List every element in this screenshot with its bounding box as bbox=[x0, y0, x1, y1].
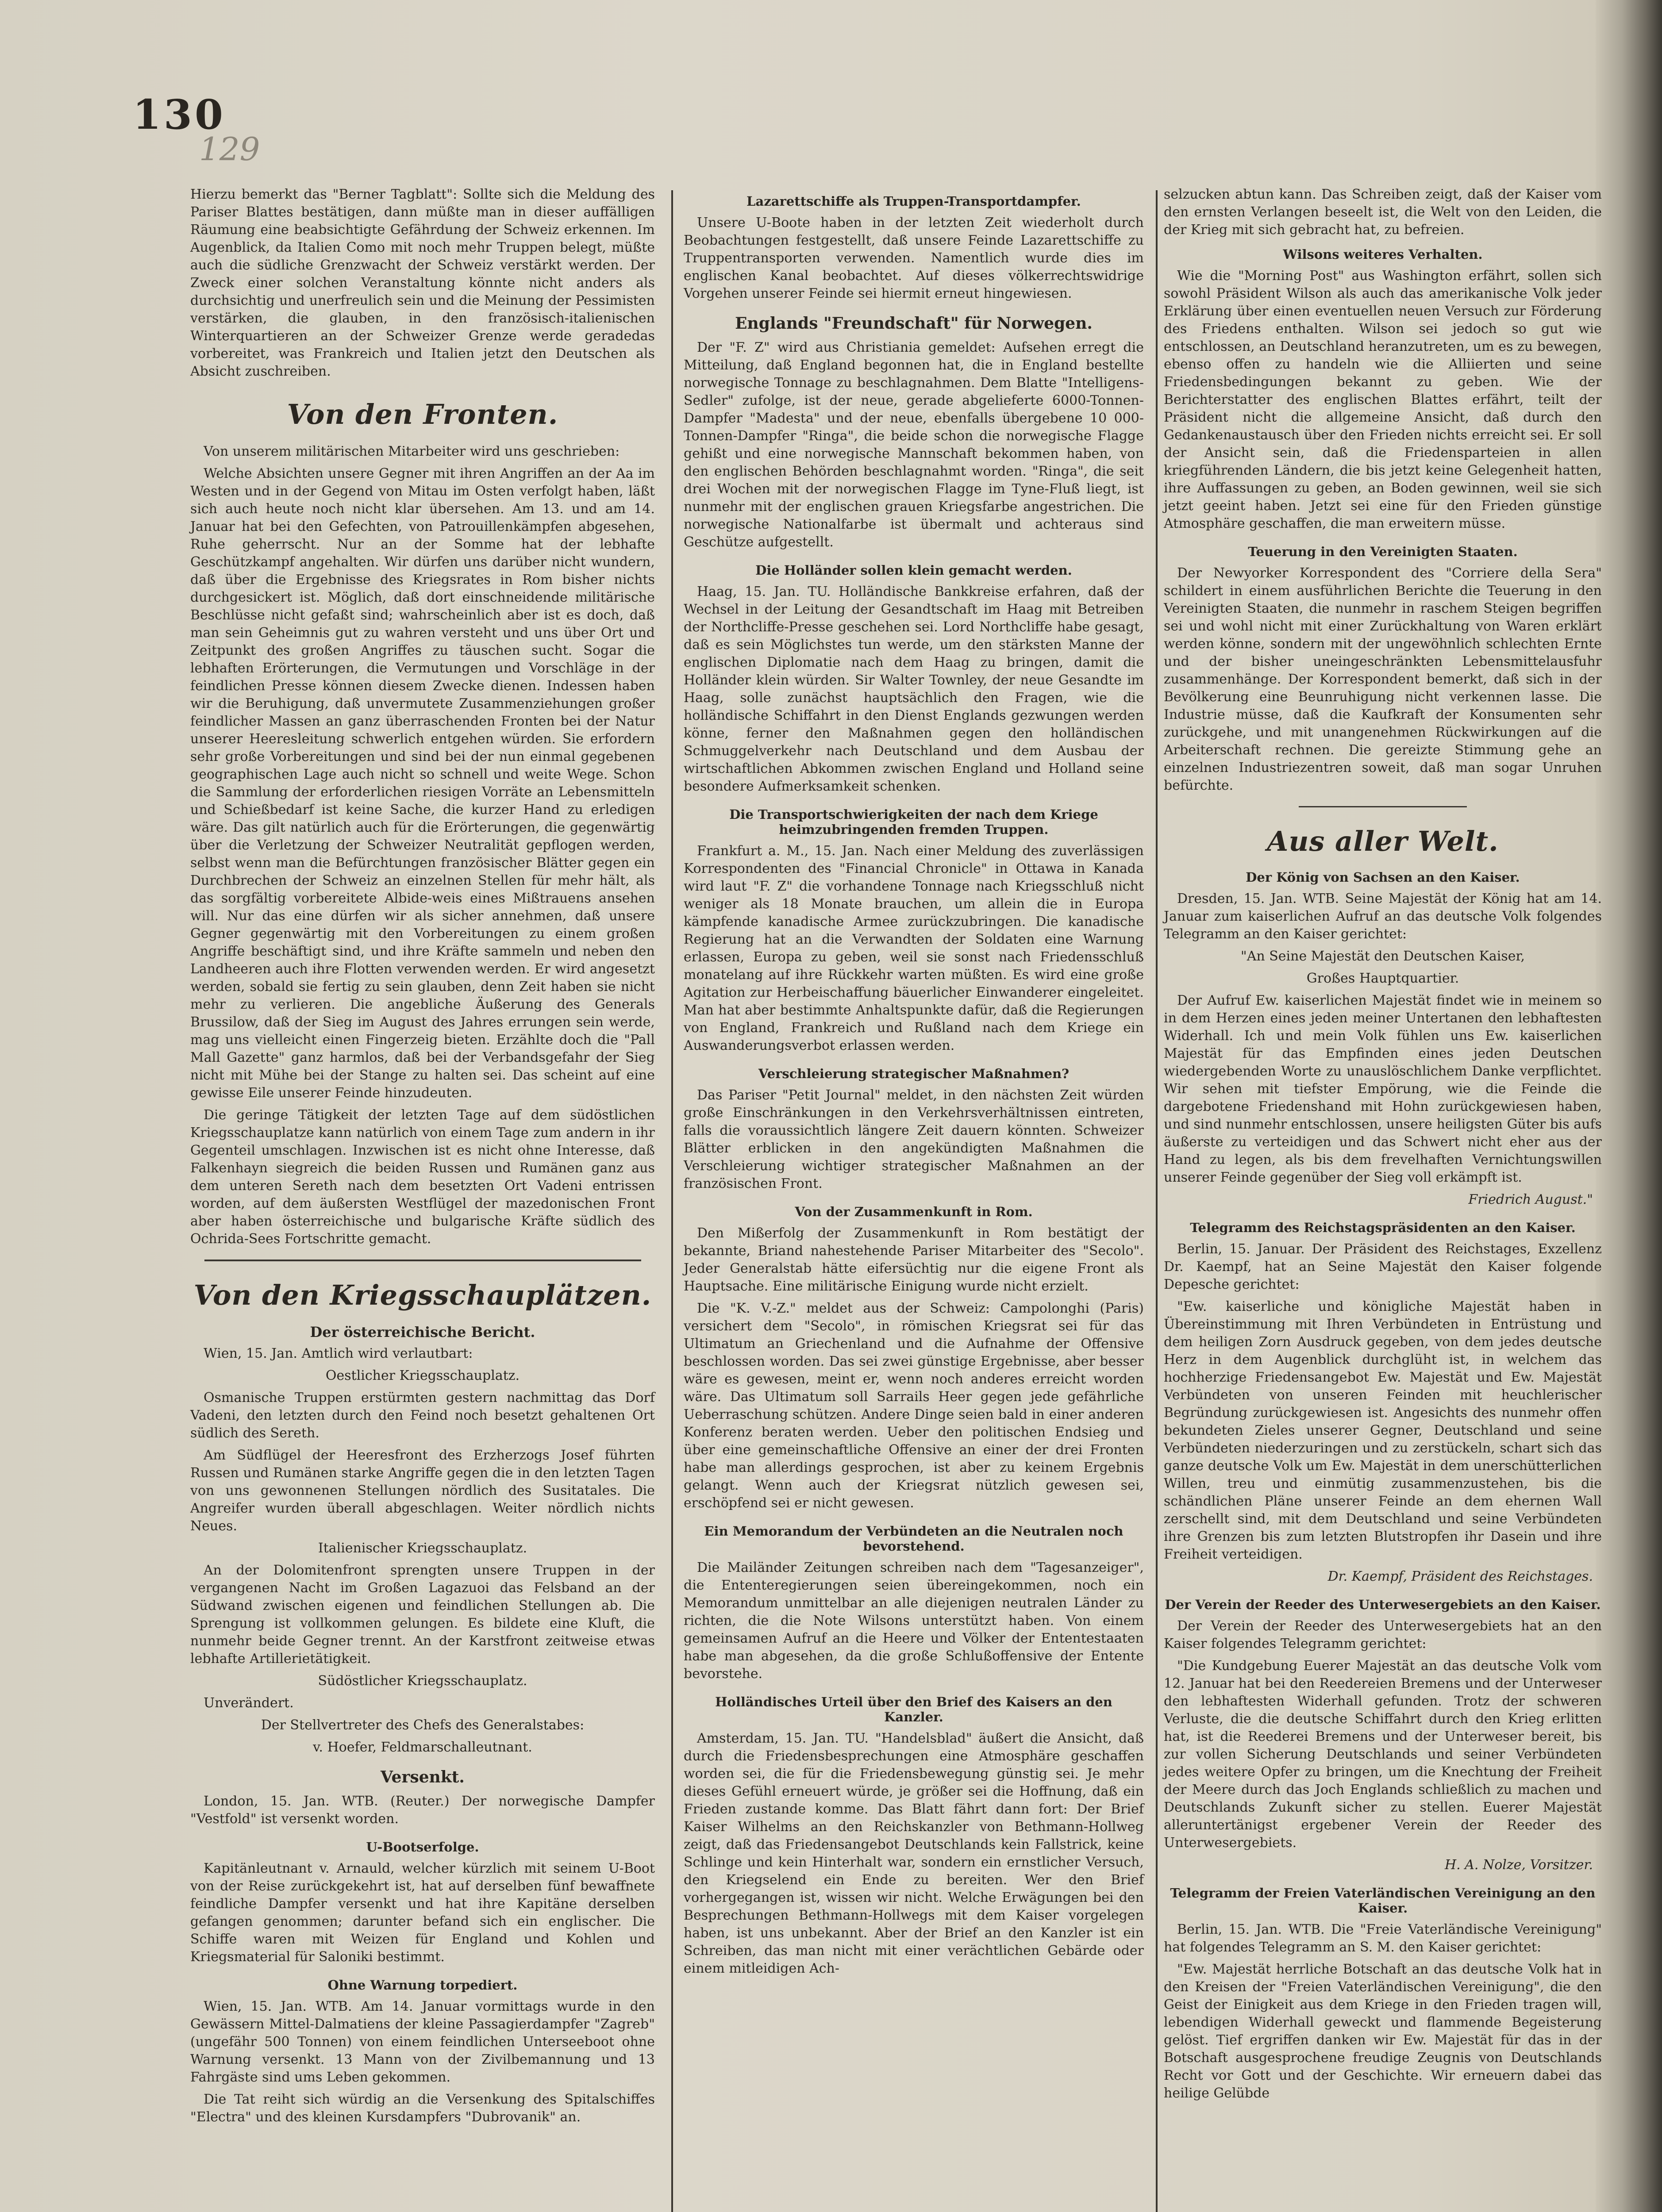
article-reichstag bbox=[1164, 1220, 1602, 1586]
article-uboot bbox=[190, 1839, 655, 1966]
article-torpediert bbox=[190, 1978, 655, 2126]
section-head: Italienischer Kriegsschauplatz. bbox=[318, 1540, 527, 1556]
page-number: 130 bbox=[133, 91, 226, 138]
section-head: Südöstlicher Kriegsschauplatz. bbox=[318, 1673, 527, 1689]
paragraph: Amsterdam, 15. Jan. TU. "Handelsblad" äußert die Ansicht, daß durch die Friedensbesprechungen eine Atmosphäre geschaffen worden sei, die für die Friedensbewegung günstig sei. Je mehr dieses Gefühl erneuert würde, je größer sei die Hoffnung, daß ein Frieden zustande komme. Das Blatt fährt dann fort: Der Brief Kaiser Wilhelms an den Reichskanzler von Bethmann-Hollweg zeigt, daß das Friedensangebot Deutschlands kein Fallstrick, keine Schlinge und kein Hinterhalt war, sondern ein ernstlicher Versuch, den Kriegselend ein Ende zu bereiten. Wer den Brief vorhergegangen ist, wissen wir nicht. Welche Erwägungen bei den Besprechungen Bethmann-Hollwegs mit dem Kaiser vorgelegen haben, ist uns unbekannt. Aber der Brief an den Kanzler ist ein Schreiben, das man nicht mit einer verächtlichen Gebärde oder einem mitleidigen Ach- bbox=[684, 1731, 1144, 1976]
paragraph: Der Verein der Reeder des Unterwesergebiets hat an den Kaiser folgendes Telegramm gerichtet: bbox=[1164, 1618, 1602, 1651]
paragraph: "Ew. Majestät herrliche Botschaft an das deutsche Volk hat in den Kreisen der "Freien Vaterländischen Vereinigung", die den Geist der Einigkeit aus dem Kriege in den Frieden tragen will, lebendigen Widerhall geweckt und flammende Begeisterung gelöst. Tief ergriffen danken wir Ew. Majestät für das in der Botschaft ausgesprochene freudige Zeugnis von Deutschlands Recht vor Gott und der Geschichte. Wir erneuern dabei das heilige Gelübde bbox=[1164, 1962, 1602, 2101]
paragraph: Frankfurt a. M., 15. Jan. Nach einer Meldung des zuverlässigen Korrespondenten des "Financial Chronicle" in Ottawa in Kanada wird laut "F. Z" die vorhandene Tonnage nach Kriegsschluß nicht weniger als 18 Monate brauchen, um allein die in Europa kämpfende kanadische Armee zurückzubringen. Die kanadische Regierung hat an die Verwandten der Soldaten eine Warnung erlassen, Europa zu geben, weil sie sonst nach Friedensschluß monatelang auf ihre Rückkehr warten müßten. Es wird eine große Agitation zur Herbeischaffung bäuerlicher Einwanderer eingeleitet. Man hat aber bestimmte Anhaltspunkte dafür, daß die Regierungen von England, Frankreich und Rußland nach dem Kriege ein Auswanderungsverbot erlassen werden. bbox=[684, 843, 1144, 1053]
divider bbox=[1299, 806, 1467, 807]
article-kriegsschauplaetze bbox=[190, 1260, 655, 1756]
address-line: "An Seine Majestät den Deutschen Kaiser, bbox=[1240, 949, 1525, 964]
article-reeder bbox=[1164, 1597, 1602, 1874]
article-wilson bbox=[1164, 247, 1602, 533]
article-fronten bbox=[190, 398, 655, 1248]
headline: Von den Fronten. bbox=[287, 398, 558, 430]
headline: Lazarettschiffe als Truppen-Transportdampfer. bbox=[746, 194, 1081, 209]
paragraph: Den Mißerfolg der Zusammenkunft in Rom bestätigt der bekannte, Briand nahestehende Pariser Mitarbeiter des "Secolo". Jeder Generalstab hätte eifersüchtig nur die eigene Front als Hauptsache. Eine militärische Einigung wurde nicht erzielt. bbox=[684, 1225, 1144, 1294]
paragraph: Die Mailänder Zeitungen schreiben nach dem "Tagesanzeiger", die Ententeregierungen seien übereingekommen, noch ein Memorandum unmittelbar an alle diejenigen neutralen Länder zu richten, die die Note Wilsons unterstützt haben. Von einem gemeinsamen Aufruf an die Heere und Völker der Ententestaaten habe man abgesehen, da die große Schlußoffensive der Entente bevorstehe. bbox=[684, 1560, 1144, 1682]
paragraph: "Die Kundgebung Euerer Majestät an das deutsche Volk vom 12. Januar hat bei den Reedereien Bremens und der Unterweser den lebhaftesten Widerhall gefunden. Trotz der schweren Verluste, die die deutsche Schiffahrt durch den Krieg erlitten hat, ist die Reederei Bremens und der Unterweser bereit, bis zur vollen Sicherung Deutschlands und seiner Verbündeten jedes weitere Opfer zu bringen, um die Knechtung der Freiheit der Meere durch das Joch Englands schließlich zu machen und Deutschlands Zukunft sicher zu stellen. Euerer Majestät alleruntertänigst ergebener Verein der Reeder des Unterwesergebiets. bbox=[1164, 1658, 1602, 1851]
lead-paragraph: selzucken abtun kann. Das Schreiben zeigt, daß der Kaiser vom den ernsten Verlangen beseelt ist, die Welt von den Leiden, die der Krieg mit sich gebracht hat, zu befreien. bbox=[1164, 187, 1602, 238]
article-memorandum bbox=[684, 1524, 1144, 1683]
column-rule bbox=[671, 190, 673, 2212]
paragraph: Berlin, 15. Jan. WTB. Die "Freie Vaterländische Vereinigung" hat folgendes Telegramm an S. M. den Kaiser gerichtet: bbox=[1164, 1922, 1602, 1955]
paragraph: Die Tat reiht sich würdig an die Versenkung des Spitalschiffes "Electra" und des kleinen Kursdampfers "Dubrovanik" an. bbox=[190, 2092, 655, 2125]
paragraph: London, 15. Jan. WTB. (Reuter.) Der norwegische Dampfer "Vestfold" ist versenkt worden. bbox=[190, 1793, 655, 1827]
article-vaterland bbox=[1164, 1886, 1602, 2102]
article-versenkt bbox=[190, 1768, 655, 1828]
headline: Aus aller Welt. bbox=[1267, 825, 1499, 857]
column-rule bbox=[1156, 190, 1158, 2212]
signature: Dr. Kaempf, Präsident des Reichstages. bbox=[1327, 1569, 1593, 1584]
dateline: Wien, 15. Jan. Amtlich wird verlautbart: bbox=[204, 1346, 473, 1361]
signature: H. A. Nolze, Vorsitzer. bbox=[1444, 1857, 1593, 1873]
headline: Teuerung in den Vereinigten Staaten. bbox=[1248, 544, 1518, 559]
column-left bbox=[190, 186, 655, 2138]
column-right bbox=[1164, 186, 1602, 2114]
article-rom bbox=[684, 1204, 1144, 1512]
section-head: Oestlicher Kriegsschauplatz. bbox=[325, 1368, 520, 1383]
column-middle bbox=[684, 186, 1144, 1989]
headline: Die Holländer sollen klein gemacht werden. bbox=[755, 563, 1072, 578]
paragraph: Dresden, 15. Jan. WTB. Seine Majestät der König hat am 14. Januar zum kaiserlichen Aufruf an das deutsche Volk folgendes Telegramm an den Kaiser gerichtet: bbox=[1164, 891, 1602, 942]
headline: Versenkt. bbox=[381, 1768, 465, 1786]
article-england bbox=[684, 314, 1144, 551]
headline: Ein Memorandum der Verbündeten an die Neutralen noch bevorstehend. bbox=[704, 1524, 1123, 1554]
paragraph: Die "K. V.-Z." meldet aus der Schweiz: Campolonghi (Paris) versichert dem "Secolo", in römischen Kriegsrat sei für das Ultimatum an Griechenland und die Aufnahme der Offensive beschlossen worden. Das sei zwei günstige Ergebnisse, aber besser wäre es gewesen, meint er, wenn noch anderes erreicht worden wäre. Das Ultimatum soll Sarrails Heer gegen jede gefährliche Ueberraschung schützen. Andere Dinge seien bald in einer anderen Konferenz beraten werden. Ueber den politischen Endsieg und über eine gemeinschaftliche Offensive an einer der drei Fronten habe man allerdings gesprochen, ist aber zu keinem Ergebnis gelangt. Wenn auch der Kriegsrat nützlich gewesen sei, erschöpfend sei er nicht gewesen. bbox=[684, 1301, 1144, 1511]
article-lazarett bbox=[684, 194, 1144, 303]
headline: Verschleierung strategischer Maßnahmen? bbox=[758, 1066, 1070, 1081]
paragraph: Am Südflügel der Heeresfront des Erzherzogs Josef führten Russen und Rumänen starke Angriffe gegen die in den letzten Tagen von uns gewonnenen Stellungen nördlich des Susitatales. Die Angreifer wurden überall abgeschlagen. Weiter nördlich nichts Neues. bbox=[190, 1448, 655, 1534]
paragraph: Welche Absichten unsere Gegner mit ihren Angriffen an der Aa im Westen und in der Gegend von Mitau im Osten verfolgt haben, läßt sich auch heute noch nicht klar übersehen. Am 13. und am 14. Januar hat bei den Gefechten, von Patrouillenkämpfen abgesehen, Ruhe geherrscht. Nur an der Somme hat der lebhafte Geschützkampf angehalten. Wir dürfen uns darüber nicht wundern, daß über die Ergebnisse des Kriegsrates in Rom bisher nichts durchgesickert ist. Möglich, daß dort einschneidende militärische Beschlüsse nicht gefaßt sind; wahrscheinlich aber ist es doch, daß man sein Geheimnis gut zu wahren versteht und uns über Ort und Zeitpunkt des großen Angriffes zu täuschen sucht. Sogar die lebhaften Erörterungen, die Vermutungen und Vorschläge in der feindlichen Presse können diesem Zwecke dienen. Indessen haben wir die Beruhigung, daß unvermutete Zusammenziehungen großer feindlicher Massen an ganz überraschenden Fronten bei der Natur unserer Heeresleitung schwerlich entgehen würden. Sie erfordern sehr große Vorbereitungen und sind bei der nun einmal gegebenen geographischen Lage auch nicht so schnell und weite Wege. Schon die Sammlung der erforderlichen riesigen Vorräte an Lebensmitteln und Schießbedarf ist keine Sache, die kurzer Hand zu erledigen wäre. Das gilt natürlich auch für die Erörterungen, die gegenwärtig über die Verletzung der Schweizer Neutralität gepflogen werden, selbst wenn man die Befürchtungen französischer Blätter gegen ein Durchbrechen der Schweiz an einzelnen Stellen für mehr hält, als das sorgfältig vorbereitete Albide-weis eines Mißtrauens ansehen will. Nur das eine dürfen wir als sicher annehmen, daß unsere Gegner gegenwärtig mit den Vorbereitungen zu einem großen Angriffe beschäftigt sind, und ihre Kräfte sammeln und neben den Landheeren auch ihre Flotten verwenden werden. Er wird angesetzt werden, sobald sie fertig zu sein glauben, denn Zeit haben sie nicht mehr zu verlieren. Die angebliche Äußerung des Generals Brussilow, daß der Sieg im August des Jahres errungen sein werde, mag uns vielleicht einen Fingerzeig bieten. Erzählte doch die "Pall Mall Gazette" ganz harmlos, daß bei der Verbandsgefahr der Sieg nicht mit Mühe bei der Stange zu halten sei. Das scheint auf eine gewisse Eile unserer Feinde hinzudeuten. bbox=[190, 466, 655, 1101]
paragraph: Kapitänleutnant v. Arnauld, welcher kürzlich mit seinem U-Boot von der Reise zurückgekehrt ist, hat auf derselben fünf bewaffnete feindliche Dampfer versenkt und hat ihre Kapitäne derselben gefangen genommen; darunter befand sich ein englischer. Die Schiffe waren mit Weizen für England und Kohlen und Kriegsmaterial für Saloniki bestimmt. bbox=[190, 1861, 655, 1965]
paragraph: Die geringe Tätigkeit der letzten Tage auf dem südöstlichen Kriegsschauplatze kann natürlich von einem Tage zum andern in ihr Gegenteil umschlagen. Inzwischen ist es nicht ohne Interesse, daß Falkenhayn siegreich die beiden Russen und Rumänen ganz aus dem unteren Sereth nach dem besetzten Ort Vadeni entrissen worden, auf dem äußersten Westflügel der mazedonischen Front aber haben österreichische und bulgarische Kräfte südlich des Ochrida-Sees Fortschritte gemacht. bbox=[190, 1107, 655, 1247]
headline: Der Verein der Reeder des Unterwesergebiets an den Kaiser. bbox=[1165, 1597, 1601, 1612]
article-transport bbox=[684, 807, 1144, 1055]
headline: Von den Kriegsschauplätzen. bbox=[193, 1279, 652, 1311]
article-aus-aller-welt bbox=[1164, 806, 1602, 1209]
signature: v. Hoefer, Feldmarschalleutnant. bbox=[313, 1740, 532, 1755]
headline: Englands "Freundschaft" für Norwegen. bbox=[735, 314, 1093, 333]
headline: Von der Zusammenkunft in Rom. bbox=[795, 1204, 1033, 1219]
paragraph: Der "F. Z" wird aus Christiania gemeldet: Aufsehen erregt die Mitteilung, daß England begonnen hat, die in England bestellte norwegische Tonnage zu beschlagnahmen. Dem Blatte "Intelligens-Sedler" zufolge, ist der neue, gerade abgelieferte 6000-Tonnen-Dampfer "Madesta" und der neue, ebenfalls übergebene 10 000-Tonnen-Dampfer "Ringa", die beide schon die norwegische Flagge gehißt und eine norwegische Mannschaft bekommen haben, von den englischen Behörden beschlagnahmt worden. "Ringa", die seit drei Wochen mit der norwegischen Flagge im Tyne-Fluß liegt, ist nunmehr mit der englischen grauen Kriegsfarbe angestrichen. Die norwegische Nationalfarbe ist übermalt und achteraus sind Geschütze aufgestellt. bbox=[684, 340, 1144, 550]
paragraph: Der Aufruf Ew. kaiserlichen Majestät findet wie in meinem so in dem Herzen eines jeden meiner Untertanen den lebhaftesten Widerhall. Ich und mein Volk fühlen uns Ew. kaiserlichen Majestät für das Empfinden eines jeden Deutschen wiedergebenden Worte zu unauslöschlichem Danke verpflichtet. Wir sehen mit tiefster Empörung, wie die Feinde die dargebotene Friedenshand mit Hohn zurückgewiesen haben, und sind nunmehr entschlossen, unsere heiligsten Güter bis aufs äußerste zu verteidigen und das Schwert nicht eher aus der Hand zu legen, als bis dem frevelhaften Vernichtungswillen unserer Feinde gegenüber der Sieg voll erkämpft ist. bbox=[1164, 993, 1602, 1185]
paragraph: Wien, 15. Jan. WTB. Am 14. Januar vormittags wurde in den Gewässern Mittel-Dalmatiens der kleine Passagierdampfer "Zagreb" (ungefähr 500 Tonnen) von einem feindlichen Unterseeboot ohne Warnung versenkt. 13 Mann von der Zivilbemannung und 13 Fahrgäste sind ums Leben gekommen. bbox=[190, 1999, 655, 2085]
article-verschleierung bbox=[684, 1066, 1144, 1193]
paragraph: "Ew. kaiserliche und königliche Majestät haben in Übereinstimmung mit Ihren Verbündeten in Entrüstung und dem heiligen Zorn Ausdruck gegeben, von dem jedes deutsche Herz in dem Augenblick durchglüht ist, in welchem das hochherzige Friedensangebot Ew. Majestät und Ew. Majestät Verbündeten von unseren Feinden mit heuchlerischer Begründung zurückgewiesen ist. Angesichts des nunmehr offen bekundeten Zieles unserer Gegner, Deutschland und seine Verbündeten niederzuringen und zu zerstückeln, schart sich das ganze deutsche Volk um Ew. Majestät in dem unerschütterlichen Willen, treu und einmütig zusammenzustehen, bis die schändlichen Pläne unserer Feinde an dem ehernen Wall zerschellt sind, mit dem Deutschland und seine Verbündeten ihre Grenzen bis zum letzten Blutstropfen ihr Dasein und ihre Freiheit verteidigen. bbox=[1164, 1299, 1602, 1562]
article-hollaender bbox=[684, 563, 1144, 795]
headline: Ohne Warnung torpediert. bbox=[327, 1978, 518, 1993]
signature: Der Stellvertreter des Chefs des Generalstabes: bbox=[261, 1717, 585, 1733]
book-binding-edge bbox=[1596, 0, 1662, 2212]
signature: Friedrich August." bbox=[1468, 1192, 1593, 1207]
divider bbox=[204, 1260, 641, 1261]
headline: Telegramm des Reichstagspräsidenten an den Kaiser. bbox=[1190, 1220, 1576, 1235]
headline: Die Transportschwierigkeiten der nach dem Kriege heimzubringenden fremden Truppen. bbox=[729, 807, 1098, 837]
paragraph: Berlin, 15. Januar. Der Präsident des Reichstages, Exzellenz Dr. Kaempf, hat an Seine Majestät den Kaiser folgende Depesche gerichtet: bbox=[1164, 1241, 1602, 1292]
headline: Holländisches Urteil über den Brief des Kaisers an den Kanzler. bbox=[715, 1694, 1112, 1724]
paragraph: Das Pariser "Petit Journal" meldet, in den nächsten Zeit würden große Einschränkungen in den Verkehrsverhältnissen eintreten, falls die voraussichtlich längere Zeit dauern könnten. Schweizer Blätter erblicken in den angekündigten Maßnahmen die Verschleierung wichtiger strategischer Maßnahmen an der französischen Front. bbox=[684, 1087, 1144, 1191]
paragraph: Von unserem militärischen Mitarbeiter wird uns geschrieben: bbox=[204, 444, 620, 459]
paragraph: Unverändert. bbox=[204, 1695, 294, 1711]
paragraph: Osmanische Truppen erstürmten gestern nachmittag das Dorf Vadeni, den letzten durch den Feind noch besetzt gehaltenen Ort südlich des Sereth. bbox=[190, 1390, 655, 1441]
paragraph: Der Newyorker Korrespondent des "Corriere della Sera" schildert in einem ausführlichen Berichte die Teuerung in den Vereinigten Staaten, die nunmehr in raschem Steigen begriffen sei und wohl nicht mit einer Zurückhaltung von Waren erklärt werden könne, sondern mit der ungewöhnlich schlechten Ernte und der bisher uneingeschränkten Lebensmittelausfuhr zusammenhänge. Der Korrespondent bemerkt, daß sich in der Bevölkerung eine Beunruhigung nicht verkennen lasse. Die Industrie müsse, daß die Kaufkraft der Konsumenten sehr zurückgehe, und mit unangenehmen Rückwirkungen auf die Arbeiterschaft rechnen. Die gereizte Stimmung gehe an einzelnen Industriezentren soweit, daß man sogar Unruhen befürchte. bbox=[1164, 565, 1602, 793]
subheadline: Der österreichische Bericht. bbox=[310, 1324, 535, 1340]
article-urteil bbox=[684, 1694, 1144, 1978]
address-line: Großes Hauptquartier. bbox=[1306, 971, 1459, 986]
paragraph: An der Dolomitenfront sprengten unsere Truppen in der vergangenen Nacht im Großen Lagazuoi das Felsband an der Südwand zwischen eigenen und feindlichen Stellungen ab. Die Sprengung ist vollkommen gelungen. Es bildete eine Kluft, die nunmehr beide Gegner trennt. An der Karstfront zeitweise etwas lebhafte Artillerietätigkeit. bbox=[190, 1563, 655, 1667]
headline: U-Bootserfolge. bbox=[366, 1839, 479, 1855]
paragraph: Wie die "Morning Post" aus Washington erfährt, sollen sich sowohl Präsident Wilson als auch das amerikanische Volk jeder Erklärung über einen eventuellen neuen Versuch zur Förderung des Friedens enthalten. Wilson sei jedoch so gut wie entschlossen, an Deutschland heranzutreten, um es zu bewegen, ebenso offen zu handeln wie die Alliierten und seine Friedensbedingungen bekannt zu geben. Wie der Berichterstatter des englischen Blattes erfährt, teilt der Präsident nicht die allgemeine Ansicht, daß durch den Gedankenaustausch über den Frieden nichts erreicht sei. Er soll der Ansicht sein, daß die Friedensparteien in allen kriegführenden Ländern, die bis jetzt keine Gelegenheit hatten, ihre Auffassungen zu geben, an Boden gewinnen, weil sie sich jetzt geeint haben. Jetzt sei eine für den Frieden günstige Atmosphäre geschaffen, die man erweitern müsse. bbox=[1164, 268, 1602, 531]
headline: Telegramm der Freien Vaterländischen Vereinigung an den Kaiser. bbox=[1170, 1886, 1596, 1916]
article-teuerung bbox=[1164, 544, 1602, 795]
paragraph: Unsere U-Boote haben in der letzten Zeit wiederholt durch Beobachtungen festgestellt, daß unsere Feinde Lazarettschiffe zu Truppentransporten verwenden. Namentlich wurde dies im englischen Kanal beobachtet. Auf dieses völkerrechtswidrige Vorgehen unserer Feinde sei hiermit erneut hingewiesen. bbox=[684, 215, 1144, 301]
headline: Wilsons weiteres Verhalten. bbox=[1283, 247, 1483, 262]
lead-paragraph: Hierzu bemerkt das "Berner Tagblatt": Sollte sich die Meldung des Pariser Blattes bestätigen, dann müßte man in dieser auffälligen Räumung eine beabsichtigte Gefährdung der Schweiz erkennen. Im Augenblick, da Italien Como mit noch mehr Truppen belegt, müßte auch die südliche Grenzwacht der Schweiz verstärkt werden. Der Zweck einer solchen Veranstaltung könnte nicht anders als durchsichtig und unerfreulich sein und die Meinung der Pessimisten verstärken, die glauben, in den französisch-italienischen Winterquartieren an der Schweizer Grenze werde geradedas vorbereitet, was Frankreich und Italien jetzt den Deutschen als Absicht zuschreiben. bbox=[190, 187, 655, 379]
old-page-number: 129 bbox=[199, 131, 260, 168]
paragraph: Haag, 15. Jan. TU. Holländische Bankkreise erfahren, daß der Wechsel in der Leitung der Gesandtschaft im Haag mit Betreiben der Northcliffe-Presse geschehen sei. Lord Northcliffe habe gesagt, daß es sein Möglichstes tun werde, um den stärksten Manne der englischen Diplomatie nach dem Haag zu bringen, damit die Holländer klein würden. Sir Walter Townley, der neue Gesandte im Haag, solle zunächst hauptsächlich den Fragen, wie die holländische Schiffahrt in den Dienst Englands gezwungen werden könne, ferner den Maßnahmen gegen den holländischen Schmuggelverkehr nach Deutschland und dem Ausbau der wirtschaftlichen Abkommen zwischen England und Holland seine besondere Aufmerksamkeit schenken. bbox=[684, 584, 1144, 794]
subheadline: Der König von Sachsen an den Kaiser. bbox=[1246, 870, 1520, 885]
